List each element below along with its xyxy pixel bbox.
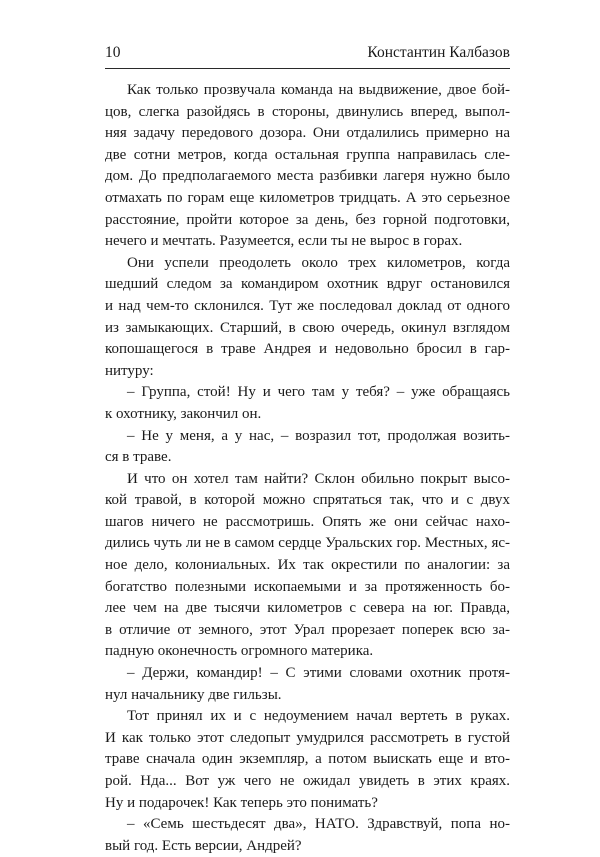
text-line: ное дело, колониальных. Их так окрестили по аналогии: за [105,557,510,574]
running-header-author: Константин Калбазов [367,44,510,61]
text-line: рой. Нда... Вот уж чего не ожидал увидеть в этих краях. [105,773,510,789]
text-line: траве сначала один экземпляр, а потом выискать еще и вто- [105,751,510,768]
text-line: Как только прозвучала команда на выдвижение, двое бой- [127,82,510,98]
text-line: Тот принял их и с недоумением начал вертеть в руках. [127,708,510,725]
header-divider [105,68,510,69]
text-line: – Группа, стой! Ну и чего там у тебя? – уже обращаясь [127,384,510,401]
text-line: две сотни метров, когда остальная группа направилась сле- [105,146,510,163]
text-line: – Не у меня, а у нас, – возразил тот, продолжая возить- [127,427,510,444]
text-line: И что он хотел там найти? Склон обильно покрыт высо- [127,470,510,487]
text-line: расстояние, пройти которое за день, без горной подготовки, [105,211,510,228]
text-line: шедший следом за командиром охотник вдруг остановился [105,276,510,293]
text-line: богатство полезными ископаемыми и за протяженность бо- [105,578,510,595]
page-number: 10 [105,44,121,61]
text-line: И как только этот следопыт умудрился рассмотреть в густой [105,729,510,746]
text-line: и над чем-то склонился. Тут же последовал доклад от одного [105,297,510,314]
text-line: дом. До предполагаемого места разбивки лагеря нужно было [105,168,510,185]
text-line: няя задачу передового дозора. Они отдалились примерно на [105,125,510,142]
text-line: к охотнику, закончил он. [105,405,262,422]
text-line: шагов ничего не рассмотришь. Опять же они сейчас нахо- [105,513,510,530]
text-line: нечего и мечтать. Разумеется, если ты не вырос в горах. [105,233,463,250]
text-line: отмахать по горам еще километров тридцать. А это серьезное [105,189,510,206]
text-line: кой травой, в которой можно спрятаться так, что и с двух [105,492,510,509]
running-header [105,44,510,62]
text-line: из замыкающих. Старший, в свою очередь, окинул взглядом [105,319,510,336]
text-line: вый год. Есть версии, Андрей? [105,837,302,854]
text-line: дились чуть ли не в самом сердце Уральских гор. Местных, яс- [105,535,510,552]
text-line: – Держи, командир! – С этими словами охотник протя- [127,665,510,682]
text-line: Они успели преодолеть около трех километров, когда [127,254,510,271]
text-line: падную оконечность огромного материка. [105,643,374,660]
text-line: нул начальнику две гильзы. [105,686,282,703]
text-line: нитуру: [105,362,154,379]
body-text [105,80,510,857]
text-line: в отличие от земного, этот Урал прорезает поперек всю за- [105,621,510,638]
text-line: копошащегося в траве Андрея и недовольно бросил в гар- [105,341,510,358]
text-line: ся в траве. [105,449,172,466]
text-line: лее чем на две тысячи километров с севера на юг. Правда, [105,600,510,617]
text-line: Ну и подарочек! Как теперь это понимать? [105,794,378,811]
text-line: – «Семь шестьдесят два», НАТО. Здравствуй, попа но- [127,816,510,833]
text-line: цов, слегка разойдясь в стороны, двинулись вперед, выпол- [105,103,510,120]
